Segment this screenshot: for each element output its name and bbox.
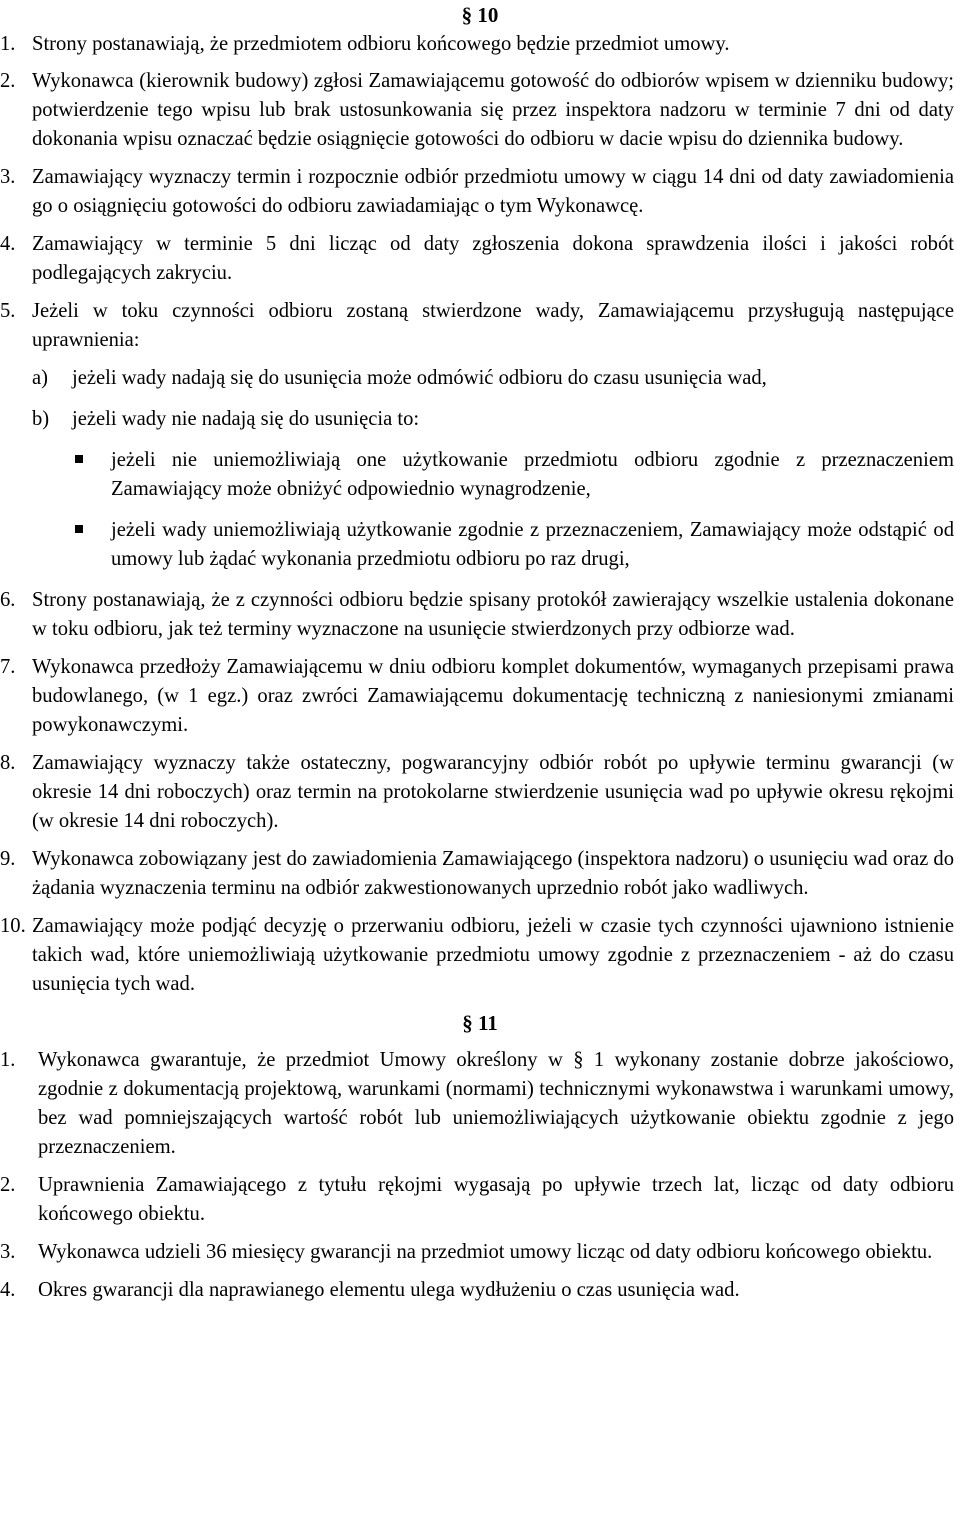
subitem-letter: a) (32, 367, 48, 389)
section-10-item-6 (0, 586, 960, 644)
item-number: 5. (0, 300, 16, 322)
item-text: Strony postanawiają, że przedmiotem odbioru końcowego będzie przedmiot umowy. (32, 33, 730, 55)
item-text: Okres gwarancji dla naprawianego elementu ulega wydłużeniu o czas usunięcia wad. (38, 1279, 740, 1301)
item-number: 2. (0, 1174, 16, 1196)
item-text: Zamawiający wyznaczy termin i rozpocznie odbiór przedmiotu umowy w ciągu 14 dni od daty zawiadomienia go o osiągnięciu gotowości do odbioru zawiadamiając o tym Wykonawcę. (32, 166, 954, 217)
subitem-text: jeżeli wady nadają się do usunięcia może odmówić odbioru do czasu usunięcia wad, (72, 367, 767, 389)
item-number: 3. (0, 1241, 16, 1263)
item-number: 2. (0, 70, 16, 92)
section-11-item-2 (0, 1171, 960, 1229)
item-number: 1. (0, 33, 16, 55)
section-10-heading: § 10 (461, 3, 499, 27)
section-11-heading: § 11 (462, 1011, 498, 1035)
subitem-letter: b) (32, 408, 50, 430)
section-10-item-2 (0, 67, 960, 154)
section-10-item-4 (0, 230, 960, 288)
square-bullet-icon (75, 455, 83, 463)
subitem-b (0, 405, 960, 434)
section-10-item-5 (0, 297, 960, 355)
item-text: Zamawiający w terminie 5 dni licząc od daty zgłoszenia dokona sprawdzenia ilości i jakości robót podlegających zakryciu. (32, 233, 954, 284)
item-number: 4. (0, 1279, 16, 1301)
item-text: Zamawiający wyznaczy także ostateczny, pogwarancyjny odbiór robót po upływie terminu gwarancji (w okresie 14 dni roboczych) oraz termin na protokolarne stwierdzenie usunięcia wad po upływie okresu rękojmi (w okresie 14 dni roboczych). (32, 752, 954, 832)
bullet-item-1 (0, 446, 960, 504)
section-10-item-1 (0, 30, 960, 59)
item-text: Wykonawca (kierownik budowy) zgłosi Zamawiającemu gotowość do odbiorów wpisem w dzienniku budowy; potwierdzenie tego wpisu lub brak ustosunkowania się przez inspektora nadzoru w terminie 7 dni od daty dokonania wpisu oznaczać będzie osiągnięcie gotowości do odbioru w dacie wpisu do dziennika budowy. (32, 70, 954, 150)
bullet-text: jeżeli nie uniemożliwiają one użytkowanie przedmiotu odbioru zgodnie z przeznaczeniem Zamawiający może obniżyć odpowiednio wynagrodzenie, (111, 449, 954, 500)
item-text: Strony postanawiają, że z czynności odbioru będzie spisany protokół zawierający wszelkie ustalenia dokonane w toku odbioru, jak też terminy wyznaczone na usunięcie stwierdzonych przy odbiorze wad. (32, 589, 954, 640)
item-text: Zamawiający może podjąć decyzję o przerwaniu odbioru, jeżeli w czasie tych czynności ujawniono istnienie takich wad, które uniemożliwiają użytkowanie przedmiotu umowy zgodnie z przeznaczeniem - aż do czasu usunięcia tych wad. (32, 915, 954, 995)
subitem-a (0, 364, 960, 393)
square-bullet-icon (75, 525, 83, 533)
item-number: 6. (0, 589, 16, 611)
item-text: Wykonawca udzieli 36 miesięcy gwarancji na przedmiot umowy licząc od daty odbioru końcowego obiektu. (38, 1241, 933, 1263)
section-11-item-4 (0, 1276, 960, 1305)
item-number: 3. (0, 166, 16, 188)
bullet-text: jeżeli wady uniemożliwiają użytkowanie zgodnie z przeznaczeniem, Zamawiający może odstąpić od umowy lub żądać wykonania przedmiotu odbioru po raz drugi, (111, 519, 954, 570)
section-10-item-7 (0, 653, 960, 740)
item-text: Wykonawca zobowiązany jest do zawiadomienia Zamawiającego (inspektora nadzoru) o usunięciu wad oraz do żądania wyznaczenia terminu na odbiór zakwestionowanych uprzednio robót jako wadliwych. (32, 848, 954, 899)
section-11-item-3 (0, 1238, 960, 1267)
subitem-text: jeżeli wady nie nadają się do usunięcia to: (72, 408, 420, 430)
item-text: Jeżeli w toku czynności odbioru zostaną stwierdzone wady, Zamawiającemu przysługują następujące uprawnienia: (32, 300, 954, 351)
item-text: Wykonawca przedłoży Zamawiającemu w dniu odbioru komplet dokumentów, wymaganych przepisami prawa budowlanego, (w 1 egz.) oraz zwróci Zamawiającemu dokumentację techniczną z naniesionymi zmianami powykonawczymi. (32, 656, 954, 736)
item-number: 1. (0, 1049, 16, 1071)
item-text: Uprawnienia Zamawiającego z tytułu rękojmi wygasają po upływie trzech lat, licząc od daty odbioru końcowego obiektu. (38, 1174, 954, 1225)
item-number: 10. (0, 915, 26, 937)
section-10-item-3 (0, 163, 960, 221)
item-number: 7. (0, 656, 16, 678)
item-number: 8. (0, 752, 16, 774)
section-11-item-1 (0, 1046, 960, 1162)
item-text: Wykonawca gwarantuje, że przedmiot Umowy określony w § 1 wykonany zostanie dobrze jakościowo, zgodnie z dokumentacją projektową, warunkami (normami) technicznymi wykonawstwa i warunkami umowy, bez wad pomniejszających wartość robót lub uniemożliwiających użytkowanie obiektu zgodnie z jego przeznaczeniem. (38, 1049, 954, 1158)
section-10-item-8 (0, 749, 960, 836)
section-10-item-10 (0, 912, 960, 999)
item-number: 9. (0, 848, 16, 870)
bullet-item-2 (0, 516, 960, 574)
item-number: 4. (0, 233, 16, 255)
section-10-item-9 (0, 845, 960, 903)
